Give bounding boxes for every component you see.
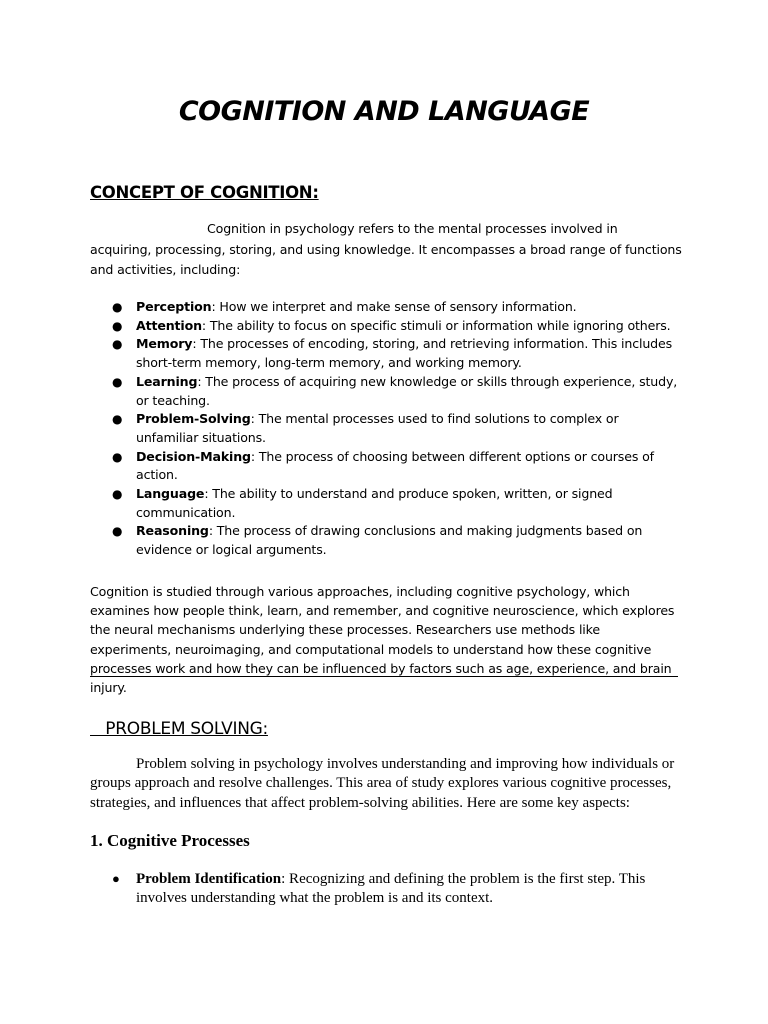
list-item-term: Problem-Solving <box>136 411 251 427</box>
list-item-term: Problem Identification <box>136 871 282 887</box>
list-item-text: : The mental processes used to find solutions to complex or unfamiliar situations. <box>136 411 619 445</box>
cognition-functions-list <box>90 298 682 560</box>
subheading-cognitive-processes: 1. Cognitive Processes <box>90 831 250 850</box>
section-heading-cognition: CONCEPT OF COGNITION: <box>90 183 319 202</box>
list-item <box>90 335 682 372</box>
section-divider <box>90 676 678 677</box>
list-item <box>90 522 682 559</box>
problem-solving-list <box>90 870 682 907</box>
cognition-closing-paragraph: Cognition is studied through various approaches, including cognitive psychology, which examines how people think, learn, and remember, and cognitive neuroscience, which explores the neural mechanisms underlying these processes. Researchers use methods like experiments, neuroimaging, and computational models to understand how these cognitive processes work and how they can be influenced by factors such as age, experience, and brain injury. <box>90 584 675 696</box>
bullet-icon: ● <box>112 412 123 427</box>
list-item-term: Perception <box>136 299 212 314</box>
list-item <box>90 373 682 410</box>
bullet-icon: ● <box>112 524 123 539</box>
list-item-text: : How we interpret and make sense of sensory information. <box>211 299 577 314</box>
bullet-icon: ● <box>112 487 123 502</box>
list-item-text: : The process of choosing between different options or courses of action. <box>136 448 654 483</box>
problem-solving-intro-paragraph <box>90 755 682 813</box>
bullet-icon: ● <box>112 871 120 886</box>
document-title: COGNITION AND LANGUAGE <box>178 96 590 127</box>
bullet-icon: ● <box>112 449 123 464</box>
list-item-term: Language <box>136 486 205 502</box>
list-item-term: Decision-Making <box>136 448 251 464</box>
bullet-icon: ● <box>112 374 123 389</box>
list-item-text: : The process of acquiring new knowledge or skills through experience, study, or teaching. <box>136 373 678 408</box>
list-item <box>90 485 682 522</box>
list-item-term: Attention <box>136 317 202 333</box>
list-item-term: Reasoning <box>136 523 209 539</box>
list-item <box>90 448 682 485</box>
cognition-intro-paragraph <box>90 219 682 281</box>
problem-solving-intro-text: Problem solving in psychology involves understanding and improving how individuals or groups approach and resolve challenges. This area of study explores various cognitive processes, strategies, and influences that affect problem-solving abilities. Here are some key aspects: <box>90 756 675 811</box>
list-item-term: Memory <box>136 336 193 352</box>
list-item-text: : The ability to focus on specific stimuli or information while ignoring others. <box>201 317 671 333</box>
bullet-icon: ● <box>112 318 123 333</box>
list-item-text: : Recognizing and defining the problem is the first step. This involves understanding what the problem is and its context. <box>136 871 646 906</box>
bullet-icon: ● <box>112 337 123 352</box>
list-item <box>90 870 682 907</box>
section-heading-problem-solving: PROBLEM SOLVING: <box>90 719 268 739</box>
bullet-icon: ● <box>112 300 123 314</box>
list-item-text: : The processes of encoding, storing, and retrieving information. This includes short-term memory, long-term memory, and working memory. <box>136 336 673 371</box>
list-item <box>90 298 682 317</box>
list-item-text: : The ability to understand and produce spoken, written, or signed communication. <box>136 486 613 520</box>
list-item <box>90 317 682 336</box>
list-item-text: : The process of drawing conclusions and making judgments based on evidence or logical arguments. <box>136 523 643 558</box>
list-item <box>90 410 682 447</box>
list-item-term: Learning <box>136 373 198 389</box>
cognition-intro-text: Cognition in psychology refers to the mental processes involved in acquiring, processing, storing, and using knowledge. It encompasses a broad range of functions and activities, including: <box>90 221 682 277</box>
